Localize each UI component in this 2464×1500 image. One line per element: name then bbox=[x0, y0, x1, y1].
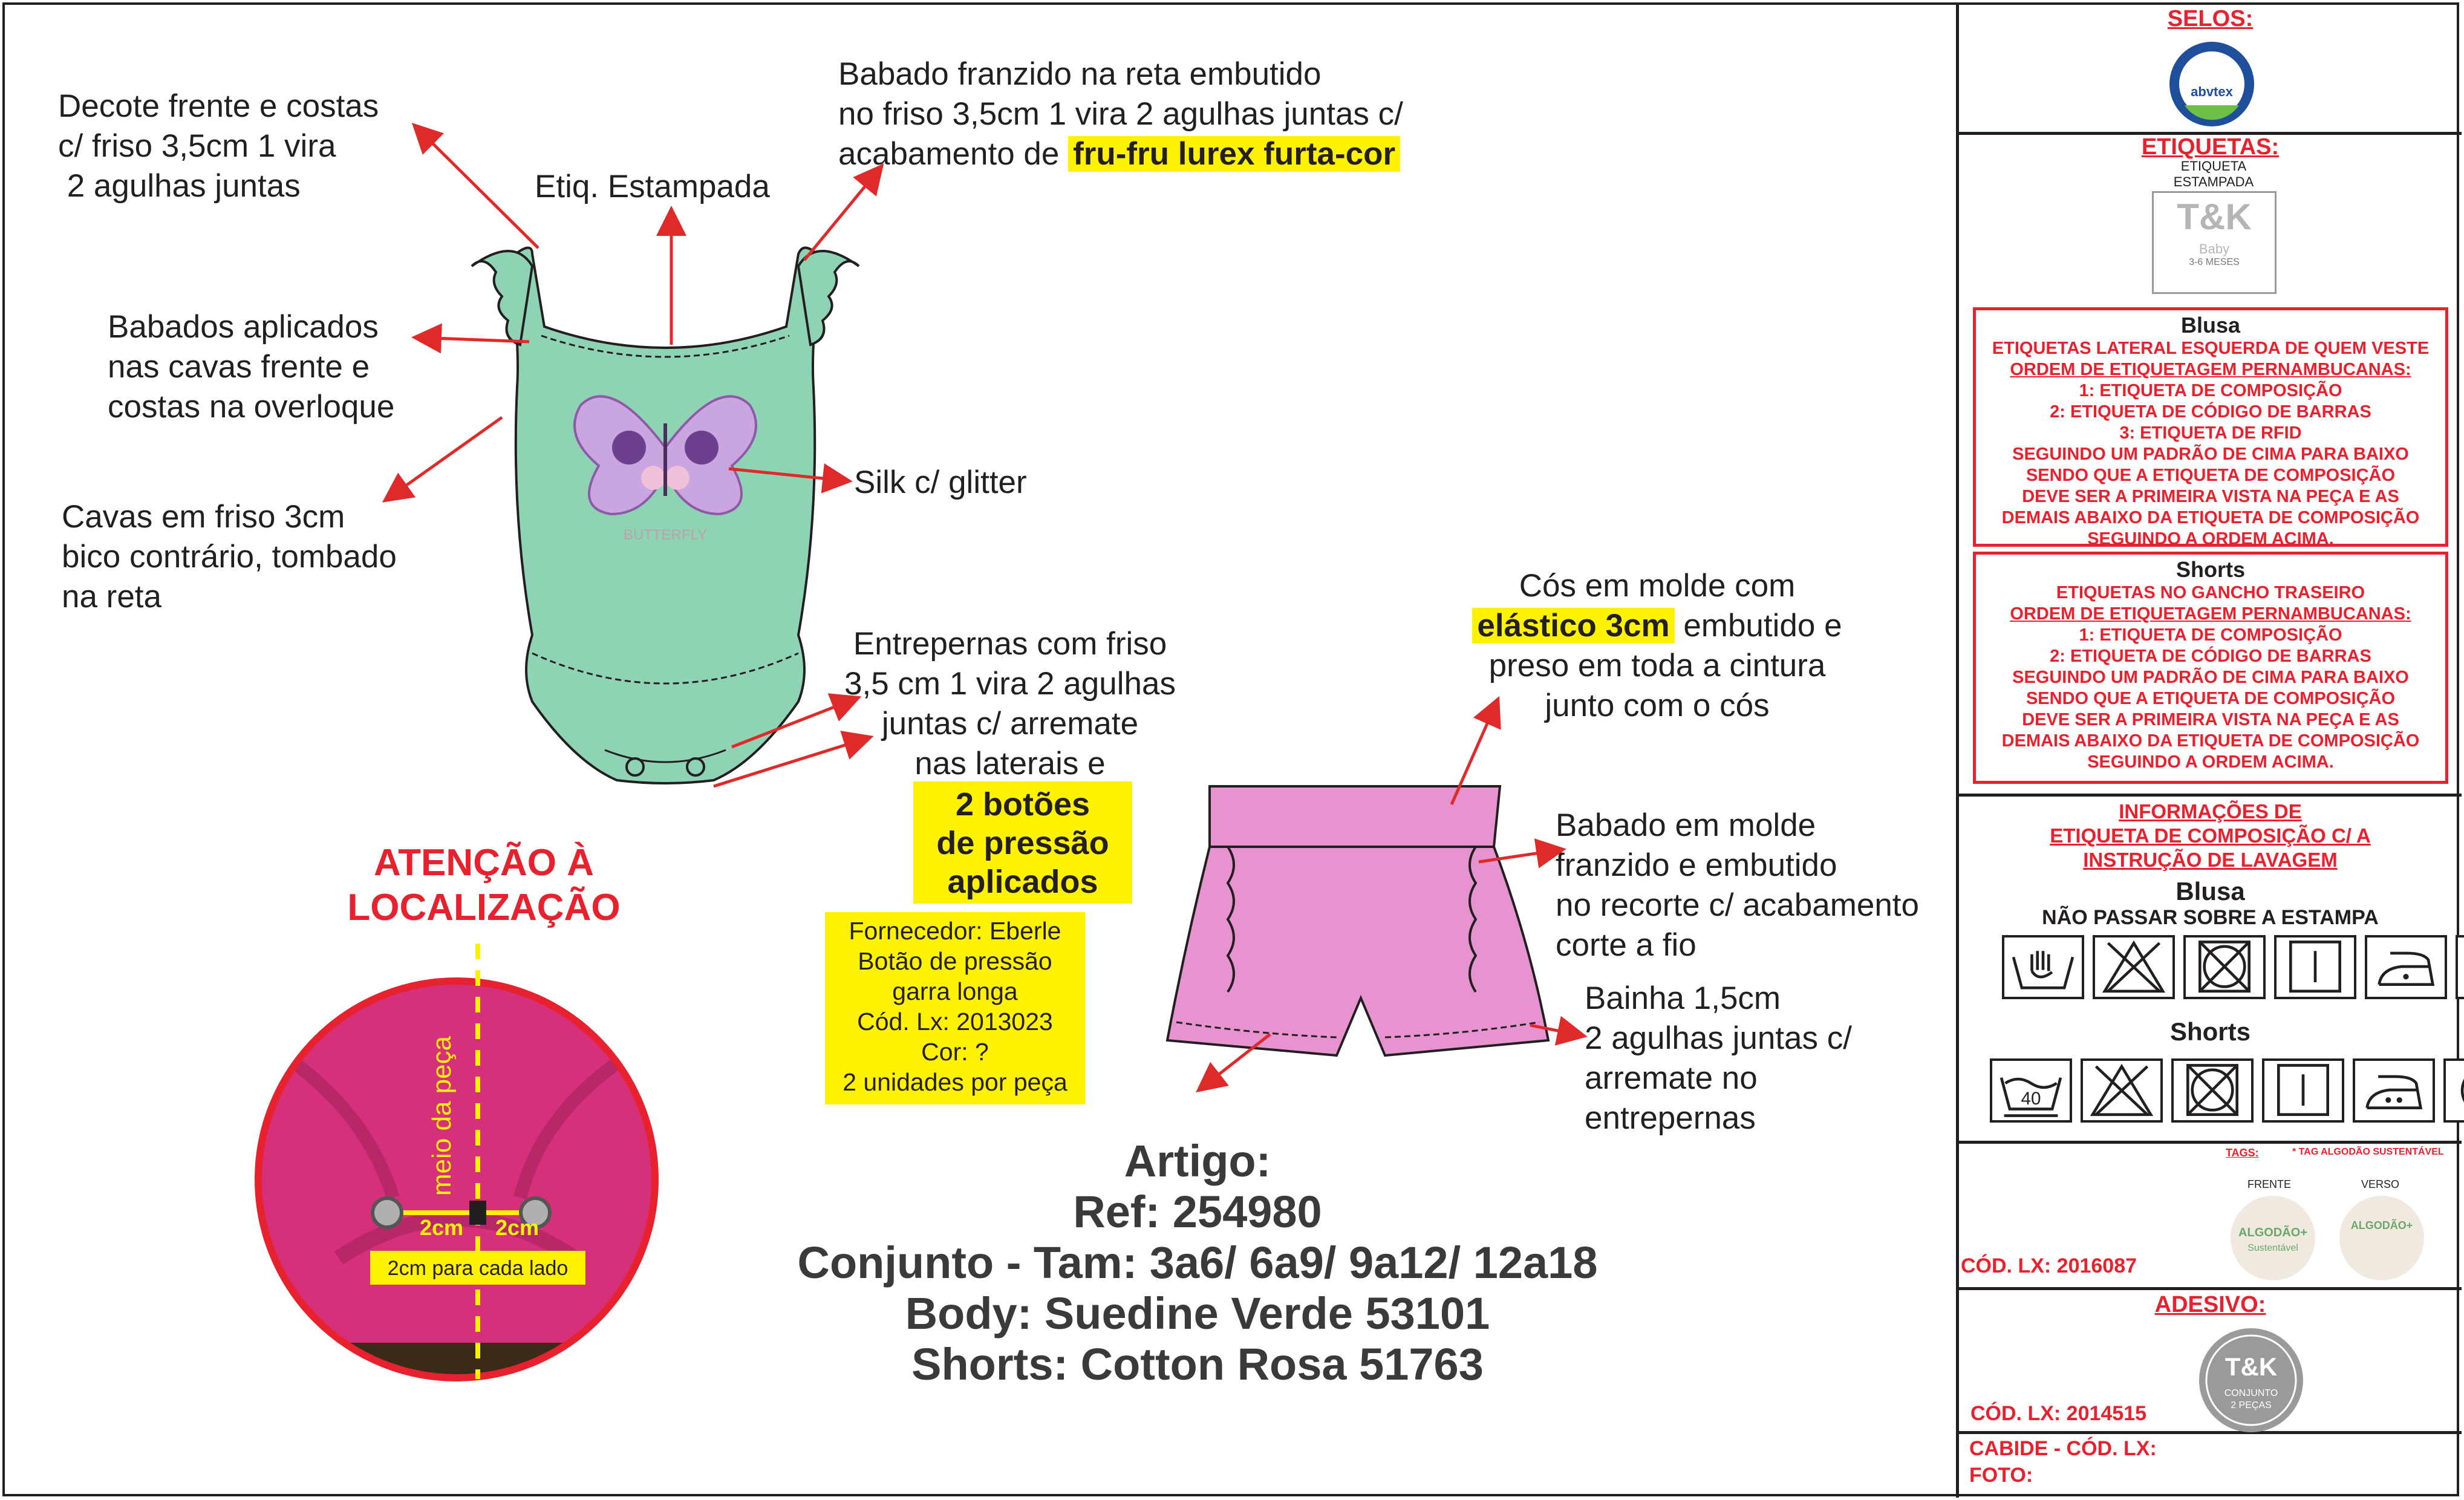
selos-title: SELOS: bbox=[2167, 6, 2254, 31]
svg-text:abvtex: abvtex bbox=[2191, 84, 2233, 99]
botoes-highlight: 2 botões de pressão aplicados bbox=[913, 781, 1132, 904]
tag-algodao-image bbox=[2231, 1193, 2436, 1283]
cabide-field: CABIDE - CÓD. LX: bbox=[1969, 1437, 2157, 1460]
localization-detail bbox=[254, 944, 665, 1391]
silk-note: Silk c/ glitter bbox=[854, 465, 1027, 500]
no-bleach-icon bbox=[2081, 1058, 2163, 1123]
no-bleach-icon bbox=[2093, 935, 2175, 999]
bainha-note: Bainha 1,5cm 2 agulhas juntas c/ arremate no entrepernas bbox=[1585, 980, 1852, 1136]
dist-right-label: 2cm bbox=[495, 1215, 539, 1240]
tag-note: * TAG ALGODÃO SUSTENTÁVEL bbox=[2292, 1147, 2444, 1157]
meio-da-peca-label: meio da peça bbox=[427, 1035, 457, 1196]
adesivo-image bbox=[2197, 1326, 2306, 1435]
care-blusa-label: Blusa bbox=[2176, 877, 2245, 905]
cos-note: Cós em molde com elástico 3cm embutido e preso em toda a cintura junto com o cós bbox=[1439, 566, 1875, 726]
decote-note: Decote frente e costas c/ friso 3,5cm 1 vira 2 agulhas juntas bbox=[58, 88, 379, 204]
etiquetas-title: ETIQUETAS: bbox=[2141, 134, 2280, 160]
shorts-label-box: Shorts ETIQUETAS NO GANCHO TRASEIRO ORDEM DE ETIQUETAGEM PERNAMBUCANAS: 1: ETIQUETA DE COMPOSIÇÃO 2: ETIQUETA DE CÓDIGO DE BARRAS SEGUINDO UM PADRÃO DE CIMA PARA BAIXO SENDO QUE A ETIQUETA DE COMPOSIÇÃO DEVE SER A PRIMEIRA VISTA NA PEÇA E AS DEMAIS ABAIXO DA ETIQUETA DE COMPOSIÇÃO SEGUINDO A ORDEM ACIMA. bbox=[1973, 552, 2448, 784]
care-symbols-blusa bbox=[2002, 935, 2464, 999]
cod-lx-adesivo: CÓD. LX: 2014515 bbox=[1970, 1402, 2147, 1425]
cada-lado-label: 2cm para cada lado bbox=[387, 1257, 569, 1280]
iron-medium-icon bbox=[2353, 1058, 2435, 1123]
svg-text:2 PEÇAS: 2 PEÇAS bbox=[2231, 1400, 2272, 1410]
no-tumble-dry-icon bbox=[2171, 1058, 2254, 1123]
etiq-estampada-note: Etiq. Estampada bbox=[535, 169, 770, 204]
svg-text:CONJUNTO: CONJUNTO bbox=[2224, 1388, 2278, 1398]
tk-logo: T&K bbox=[2177, 197, 2252, 237]
care-shorts-label: Shorts bbox=[2169, 1017, 2251, 1046]
info-title: INFORMAÇÕES DE ETIQUETA DE COMPOSIÇÃO C/ A INSTRUÇÃO DE LAVAGEM bbox=[2050, 800, 2371, 871]
babado-franzido-note: Babado franzido na reta embutido no friso 3,5cm 1 vira 2 agulhas juntas c/ acabamento de fru-fru lurex furta-cor bbox=[838, 56, 1403, 172]
artigo-block: Artigo: Ref: 254980 Conjunto - Tam: 3a6/ 6a9/ 9a12/ 12a18 Body: Suedine Verde 53101 Shorts: Cotton Rosa 51763 bbox=[797, 1136, 1598, 1389]
wash-40-icon bbox=[1990, 1058, 2072, 1123]
foto-field: FOTO: bbox=[1969, 1464, 2033, 1487]
etiqueta-caption: ETIQUETA ESTAMPADA bbox=[2173, 158, 2254, 189]
bodysuit-drawing bbox=[472, 248, 859, 783]
adesivo-title: ADESIVO: bbox=[2154, 1292, 2266, 1317]
svg-text:ALGODÃO+: ALGODÃO+ bbox=[2238, 1226, 2307, 1239]
cavas-note: Cavas em friso 3cm bico contrário, tombado na reta bbox=[62, 499, 397, 615]
babado-molde-note: Babado em molde franzido e embutido no recorte c/ acabamento corte a fio bbox=[1556, 807, 1920, 963]
printed-label-image: T&K Baby 3-6 MESES bbox=[2152, 191, 2277, 294]
babados-aplicados-note: Babados aplicados nas cavas frente e costas na overloque bbox=[108, 309, 395, 425]
cod-lx-tags: CÓD. LX: 2016087 bbox=[1961, 1254, 2137, 1277]
iron-low-icon bbox=[2365, 935, 2447, 999]
tag-front-label: FRENTE bbox=[2247, 1178, 2291, 1190]
care-symbols-shorts bbox=[1990, 1058, 2464, 1123]
svg-text:Sustentável: Sustentável bbox=[2247, 1243, 2298, 1253]
line-dry-icon bbox=[2274, 935, 2356, 999]
sidebar-rule bbox=[1956, 1287, 2462, 1290]
shorts-drawing bbox=[1167, 786, 1548, 1055]
svg-text:ALGODÃO+: ALGODÃO+ bbox=[2350, 1219, 2413, 1231]
svg-text:T&K: T&K bbox=[2224, 1352, 2278, 1381]
abvtex-seal-icon bbox=[2166, 39, 2257, 129]
entrepernas-note: Entrepernas com friso 3,5 cm 1 vira 2 agulhas juntas c/ arremate nas laterais e bbox=[844, 626, 1176, 781]
sidebar-rule bbox=[1956, 794, 2462, 797]
tags-title: TAGS: bbox=[2226, 1147, 2259, 1159]
nao-passar-note: NÃO PASSAR SOBRE A ESTAMPA bbox=[2042, 906, 2379, 929]
sidebar-rule bbox=[1956, 1141, 2462, 1144]
attention-title: ATENÇÃO À LOCALIZAÇÃO bbox=[347, 842, 621, 928]
svg-text:40: 40 bbox=[2021, 1089, 2041, 1109]
no-dry-clean-icon bbox=[2443, 1058, 2464, 1123]
fornecedor-box: Fornecedor: Eberle Botão de pressão garra longa Cód. Lx: 2013023 Cor: ? 2 unidades por peça bbox=[825, 912, 1085, 1104]
no-tumble-dry-icon bbox=[2183, 935, 2266, 999]
no-dry-clean-icon bbox=[2456, 935, 2464, 999]
dist-left-label: 2cm bbox=[419, 1215, 464, 1240]
blusa-label-box: Blusa ETIQUETAS LATERAL ESQUERDA DE QUEM VESTE ORDEM DE ETIQUETAGEM PERNAMBUCANAS: 1: ETIQUETA DE COMPOSIÇÃO 2: ETIQUETA DE CÓDIGO DE BARRAS 3: ETIQUETA DE RFID SEGUINDO UM PADRÃO DE CIMA PARA BAIXO SENDO QUE A ETIQUETA DE COMPOSIÇÃO DEVE SER A PRIMEIRA VISTA NA PEÇA E AS DEMAIS ABAIXO DA ETIQUETA DE COMPOSIÇÃO SEGUINDO A ORDEM ACIMA. bbox=[1973, 307, 2448, 547]
hand-wash-icon bbox=[2002, 935, 2084, 999]
butterfly-print-text: BUTTERFLY bbox=[623, 527, 708, 543]
tag-back-label: VERSO bbox=[2361, 1178, 2400, 1190]
line-dry-icon bbox=[2262, 1058, 2344, 1123]
sidebar-divider bbox=[1956, 2, 1959, 1498]
